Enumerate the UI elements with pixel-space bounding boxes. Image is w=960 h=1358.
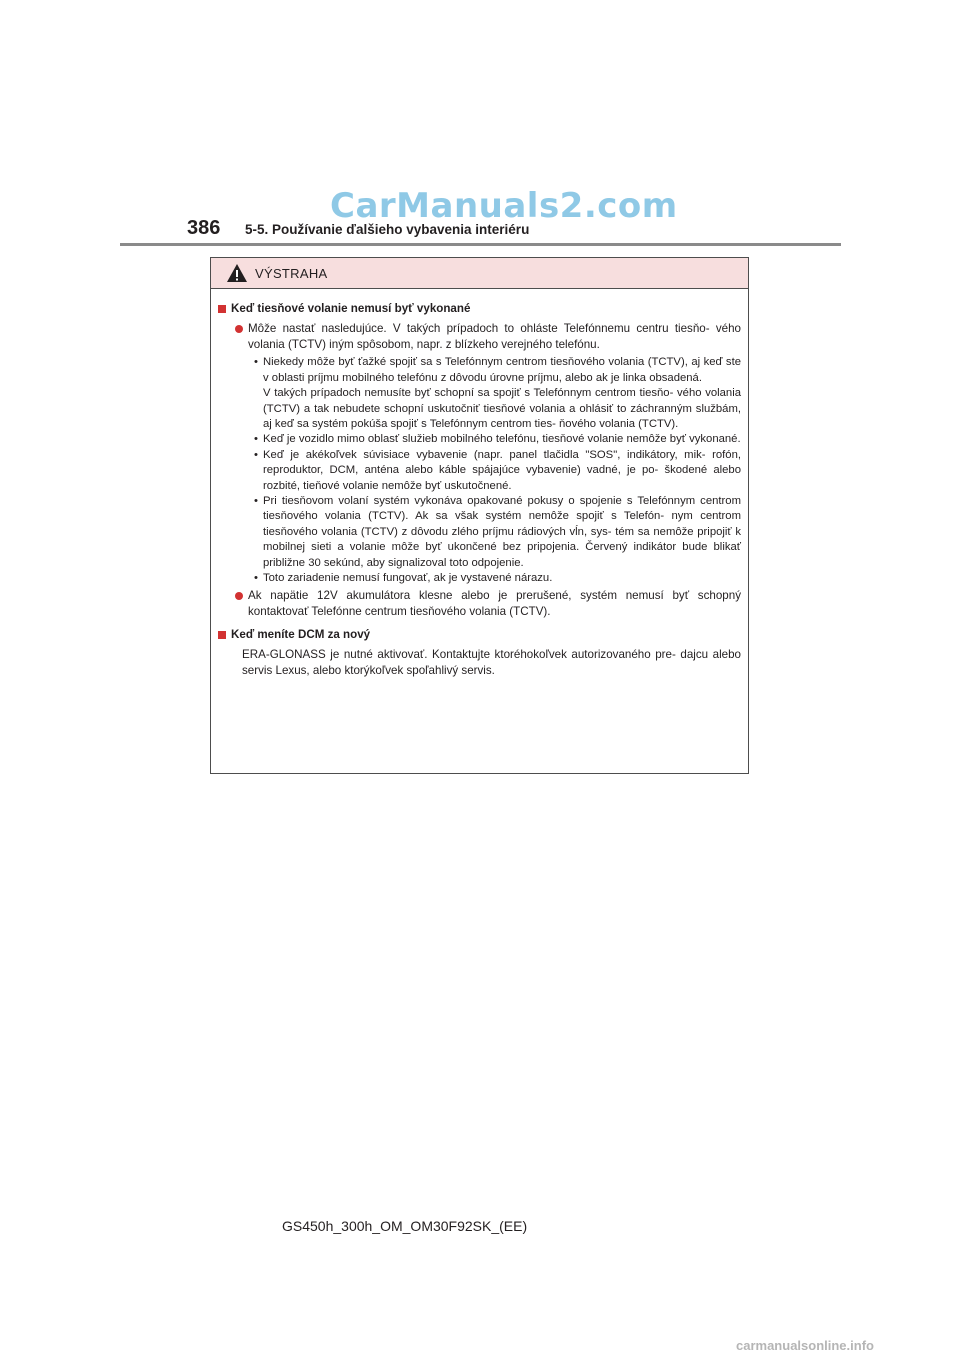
- list-item-text: Keď je akékoľvek súvisiace vybavenie (napr. panel tlačidla "SOS", indikátory, mik- rofón, reproduktor, DCM, anténa alebo káble spájajúce vybavenie) vadné, je po- škodené alebo rozbité, tieňové volanie nemôže byť uskutočnené.: [263, 448, 741, 492]
- square-bullet-icon: [218, 631, 226, 639]
- warning-header: [211, 258, 748, 289]
- list-item-text: Niekedy môže byť ťažké spojiť sa s Telefónnym centrom tiesňového volania (TCTV), aj keď ste v oblasti príjmu mobilného telefónu z dôvodu úrovne príjmu, alebo ak je linka obsadená.: [263, 356, 741, 384]
- list-item: [218, 571, 741, 586]
- bullet-list: [218, 355, 741, 586]
- bullet-dot-icon: •: [254, 433, 258, 446]
- circle-bullet-item: [218, 588, 741, 620]
- list-item: [218, 355, 741, 432]
- circle-bullet-icon: [235, 592, 243, 600]
- section-paragraph: ERA-GLONASS je nutné aktivovať. Kontaktujte ktoréhokoľvek autorizovaného pre- dajcu alebo servis Lexus, alebo ktorýkoľvek spoľahlivý servis.: [242, 647, 741, 677]
- list-item: [218, 432, 741, 447]
- warning-triangle-icon: [226, 263, 248, 283]
- section-heading-text: Keď meníte DCM za nový: [231, 628, 371, 642]
- list-item-text: Keď je vozidlo mimo oblasť služieb mobilného telefónu, tiesňové volanie nemôže byť vykonané.: [263, 433, 741, 446]
- bullet-dot-icon: •: [254, 448, 258, 461]
- list-item-text: V takých prípadoch nemusíte byť schopní sa spojiť s Telefónnym centrom tiesňo- vého volania (TCTV) a tak nebudete schopní uskutočniť tiesňové volania a ohlásiť to záchranným službám, aj keď sa systém pokúša spojiť s Telefónnym centrom ties- ňového volania (TCTV).: [263, 387, 741, 431]
- watermark-bottom: carmanualsonline.info: [736, 1338, 874, 1353]
- section-heading: [218, 301, 741, 317]
- circle-bullet-text: Ak napätie 12V akumulátora klesne alebo je prerušené, systém nemusí byť schopný kontaktovať Telefónne centrum tiesňového volania (TCTV).: [248, 589, 741, 619]
- bullet-dot-icon: •: [254, 572, 258, 585]
- watermark-logo-top: CarManuals2.com: [330, 186, 678, 226]
- list-item-text: Pri tiesňovom volaní systém vykonáva opakované pokusy o spojenie s Telefónnym centrom tiesňového volania (TCTV). Ak sa však systém nemôže spojiť s Telefón- nym centrom tiesňového volania (TCTV) z dôvodu zlého príjmu rádiových vĺn, sys- tém sa nemôže pripojiť k mobilnej sieti a volanie môže byť ukončené bez pripojenia. Červený indikátor bude blikať približne 30 sekúnd, aby signalizoval toto odpojenie.: [263, 495, 741, 569]
- section-heading: [218, 627, 741, 643]
- list-item: [218, 448, 741, 494]
- list-item-text: Toto zariadenie nemusí fungovať, ak je vystavené nárazu.: [263, 572, 553, 585]
- circle-bullet-item: [218, 321, 741, 353]
- section-title: 5-5. Používanie ďalšieho vybavenia interiéru: [245, 222, 530, 237]
- document-code: GS450h_300h_OM_OM30F92SK_(EE): [282, 1218, 528, 1234]
- bullet-dot-icon: •: [254, 495, 258, 508]
- warning-box: [210, 257, 749, 774]
- circle-bullet-icon: [235, 325, 243, 333]
- warning-label: VÝSTRAHA: [255, 266, 328, 281]
- square-bullet-icon: [218, 305, 226, 313]
- circle-bullet-text: Môže nastať nasledujúce. V takých prípadoch to ohláste Telefónnemu centru tiesňo- vého volania (TCTV) iným spôsobom, napr. z blízkeho verejného telefónu.: [248, 321, 741, 351]
- warning-body: [211, 289, 748, 678]
- page-number: 386: [187, 217, 221, 239]
- section-heading-text: Keď tiesňové volanie nemusí byť vykonané: [231, 302, 471, 315]
- bullet-dot-icon: •: [254, 356, 258, 369]
- list-item: [218, 494, 741, 571]
- header-divider: [120, 243, 841, 246]
